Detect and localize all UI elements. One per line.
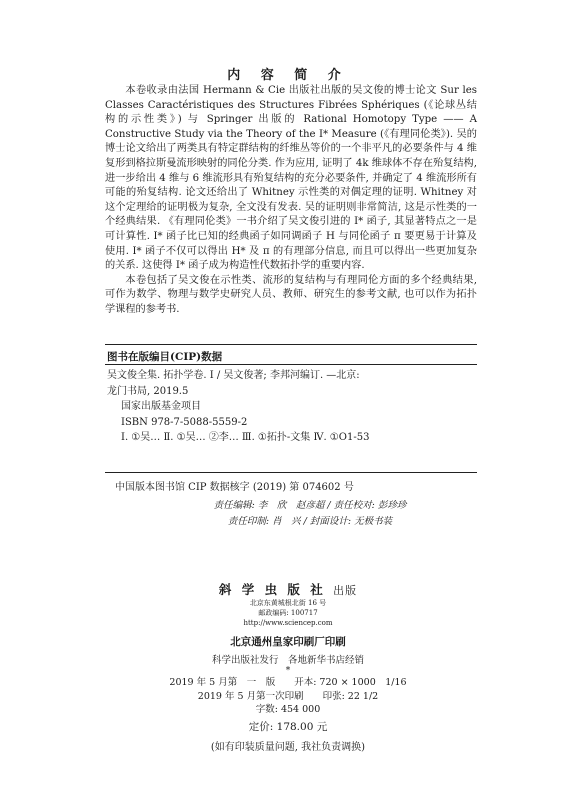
publisher-name <box>0 580 576 598</box>
editorial-credits <box>160 498 460 530</box>
publisher-address: 北京东黄城根北街 16 号 <box>249 599 327 607</box>
cip-heading: 图书在版编目(CIP)数据 <box>107 351 223 363</box>
separator-star: * <box>285 666 291 676</box>
cip-bottom-rule <box>105 472 477 473</box>
content-introduction <box>105 84 477 318</box>
word-count: 字数: 454 000 <box>255 704 321 715</box>
distribution: 科学出版社发行 各地新华书店经销 <box>211 655 364 666</box>
cip-line: Ⅰ. ①吴… Ⅱ. ①吴… ②李… Ⅲ. ①拓扑-文集 Ⅳ. ①O1-53 <box>121 432 370 443</box>
edition-line: 2019 年 5 月第一次印刷 印张: 22 1/2 <box>197 690 379 702</box>
publisher-suffix: 出版 <box>333 584 358 597</box>
credits-line: 责任编辑: 李 欣 赵彦超 / 责任校对: 彭珍珍 <box>213 500 407 511</box>
publisher-logo-text: 斜 学 虫 版 社 <box>218 582 326 597</box>
edition-line: 2019 年 5 月第 一 版 开本: 720 × 1000 1/16 <box>169 677 407 688</box>
publisher-postcode: 邮政编码: 100717 <box>258 609 318 617</box>
publisher-info <box>0 580 576 753</box>
intro-paragraph-1: 本卷收录由法国 Hermann & Cie 出版社出版的吴文俊的博士论文 Sur les Classes Caractéristiques des Structures Fibrées Sphériques (《论球丛结构的示性类》) 与 Springer 出版的 Rational Homotopy Type —— A Constructive Study via the Theory of the I* Measure (《有理同伦类》). 吴的博士论文给出了两类具有特定群结构的纤维丛等价的一个非平凡的必要条件与 4 维复形到格拉斯曼流形映射的同伦分类. 作为应用, 证明了 4k 维球体不存在殆复结构, 进一步给出 4 维与 6 维流形具有殆复结构的充分必要条件, 并确定了 4 维流形所有可能的殆复结构. 论文还给出了 Whitney 示性类的对偶定理的证明. Whitney 对这个定理给的证明极为复杂, 全文没有发表. 吴的证明则非常简洁, 这是示性类的一个经典结果. 《有理同伦类》一书介绍了吴文俊引进的 I* 函子, 其显著特点之一是可计算性. I* 函子比已知的经典函子如同调函子 H 与同伦函子 π 要更易于计算及使用. I* 函子不仅可以得出 H* 及 π 的有理部分信息, 而且可以得出一些更加复杂的关系. 这使得 I* 函子成为构造性代数拓扑学的重要内容. <box>105 85 477 272</box>
cip-record-number: 中国版本图书馆 CIP 数据核字 (2019) 第 074602 号 <box>115 482 354 493</box>
price: 定价: 178.00 元 <box>248 720 328 733</box>
page-title: 内 容 简 介 <box>227 68 349 83</box>
cip-top-rule <box>105 344 477 345</box>
credits-line: 责任印制: 肖 兴 / 封面设计: 无极书装 <box>227 516 393 527</box>
publisher-website: http://www.sciencep.com <box>243 619 333 627</box>
cip-line: 国家出版基金项目 <box>121 401 201 412</box>
cip-line: 吴文俊全集. 拓扑学卷. I / 吴文俊著; 李邦河编订. —北京: <box>107 370 360 381</box>
quality-notice: (如有印装质量问题, 我社负责调换) <box>210 741 366 753</box>
printer: 北京通州皇家印刷厂印刷 <box>230 636 346 648</box>
cip-line: ISBN 978-7-5088-5559-2 <box>121 416 248 428</box>
cip-record <box>107 368 473 446</box>
cip-heading-rule <box>105 364 477 365</box>
intro-paragraph-2: 本卷包括了吴文俊在示性类、流形的复结构与有理同伦方面的多个经典结果, 可作为数学、物理与数学史研究人员、教师、研究生的参考文献, 也可以作为拓扑学课程的参考书. <box>105 274 477 315</box>
cip-line: 龙门书局, 2019.5 <box>107 385 189 397</box>
